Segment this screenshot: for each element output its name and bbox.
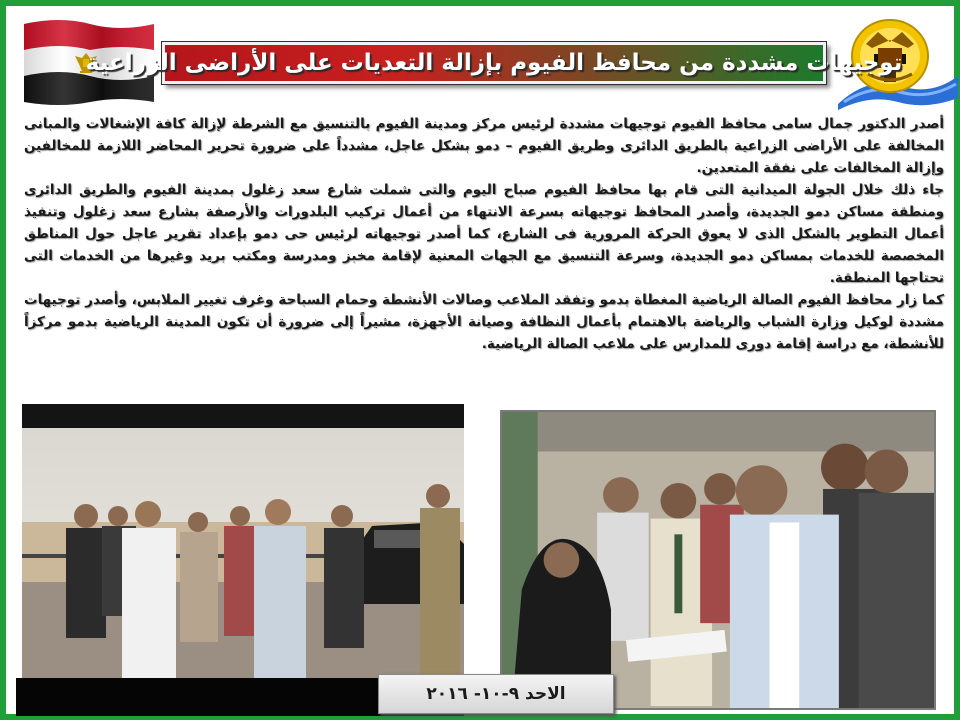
page-title: توجيهات مشددة من محافظ الفيوم بإزالة التعديات على الأراضى الزراعية xyxy=(85,50,903,76)
article-body xyxy=(24,113,944,355)
field-visit-photo xyxy=(22,404,464,678)
document-review-photo xyxy=(500,410,936,710)
title-banner xyxy=(85,42,903,84)
article-paragraph-3: كما زار محافظ الفيوم الصالة الرياضية المغطاة بدمو وتفقد الملاعب وصالات الأنشطة وحمام السباحة وغرف تغيير الملابس، وأصدر توجيهات مشددة لوكيل وزارة الشباب والرياضة بالاهتمام بأعمال النظافة وصيانة الأجهزة، مشيراً إلى ضرورة أن تكون المدينة الرياضية بدمو مركزاً للأنشطة، مع دراسة إقامة دورى للمدارس على ملاعب الصالة الرياضية. xyxy=(24,292,944,352)
article-paragraph-2: جاء ذلك خلال الجولة الميدانية التى قام بها محافظ الفيوم صباح اليوم والتى شملت شارع سعد زغلول بمدينة الفيوم والطريق الدائرى ومنطقة مساكن دمو الجديدة، وأصدر المحافظ توجيهاته بسرعة الانتهاء من أعمال تركيب البلدورات والأرصفة بشارع سعد زغلول وتنفيذ أعمال التطوير بالشكل الذى لا يعوق الحركة المرورية فى الشارع، كما أصدر توجيهاته لرئيس حى دمو بإعداد تقرير عاجل حول المناطق المخصصة للخدمات بمساكن دمو الجديدة، وسرعة التنسيق مع الجهات المعنية لإقامة مخبز ومدرسة ومكتب بريد وغيرها من الخدمات التى تحتاجها المنطقة. xyxy=(24,182,944,286)
date-box xyxy=(378,674,614,714)
article-paragraph-1: أصدر الدكتور جمال سامى محافظ الفيوم توجيهات مشددة لرئيس مركز ومدينة الفيوم بالتنسيق مع الشرطة لإزالة كافة الإشغالات والمبانى المخالفة على الأراضى الزراعية بالطريق الدائرى وطريق الفيوم – دمو بشكل عاجل، مشدداً على ضرورة تحرير المحاضر اللازمة للمخالفين وإزالة المخالفات على نفقة المتعدين. xyxy=(24,116,944,176)
publication-date: الاحد ٩-١٠- ٢٠١٦ xyxy=(426,684,566,704)
